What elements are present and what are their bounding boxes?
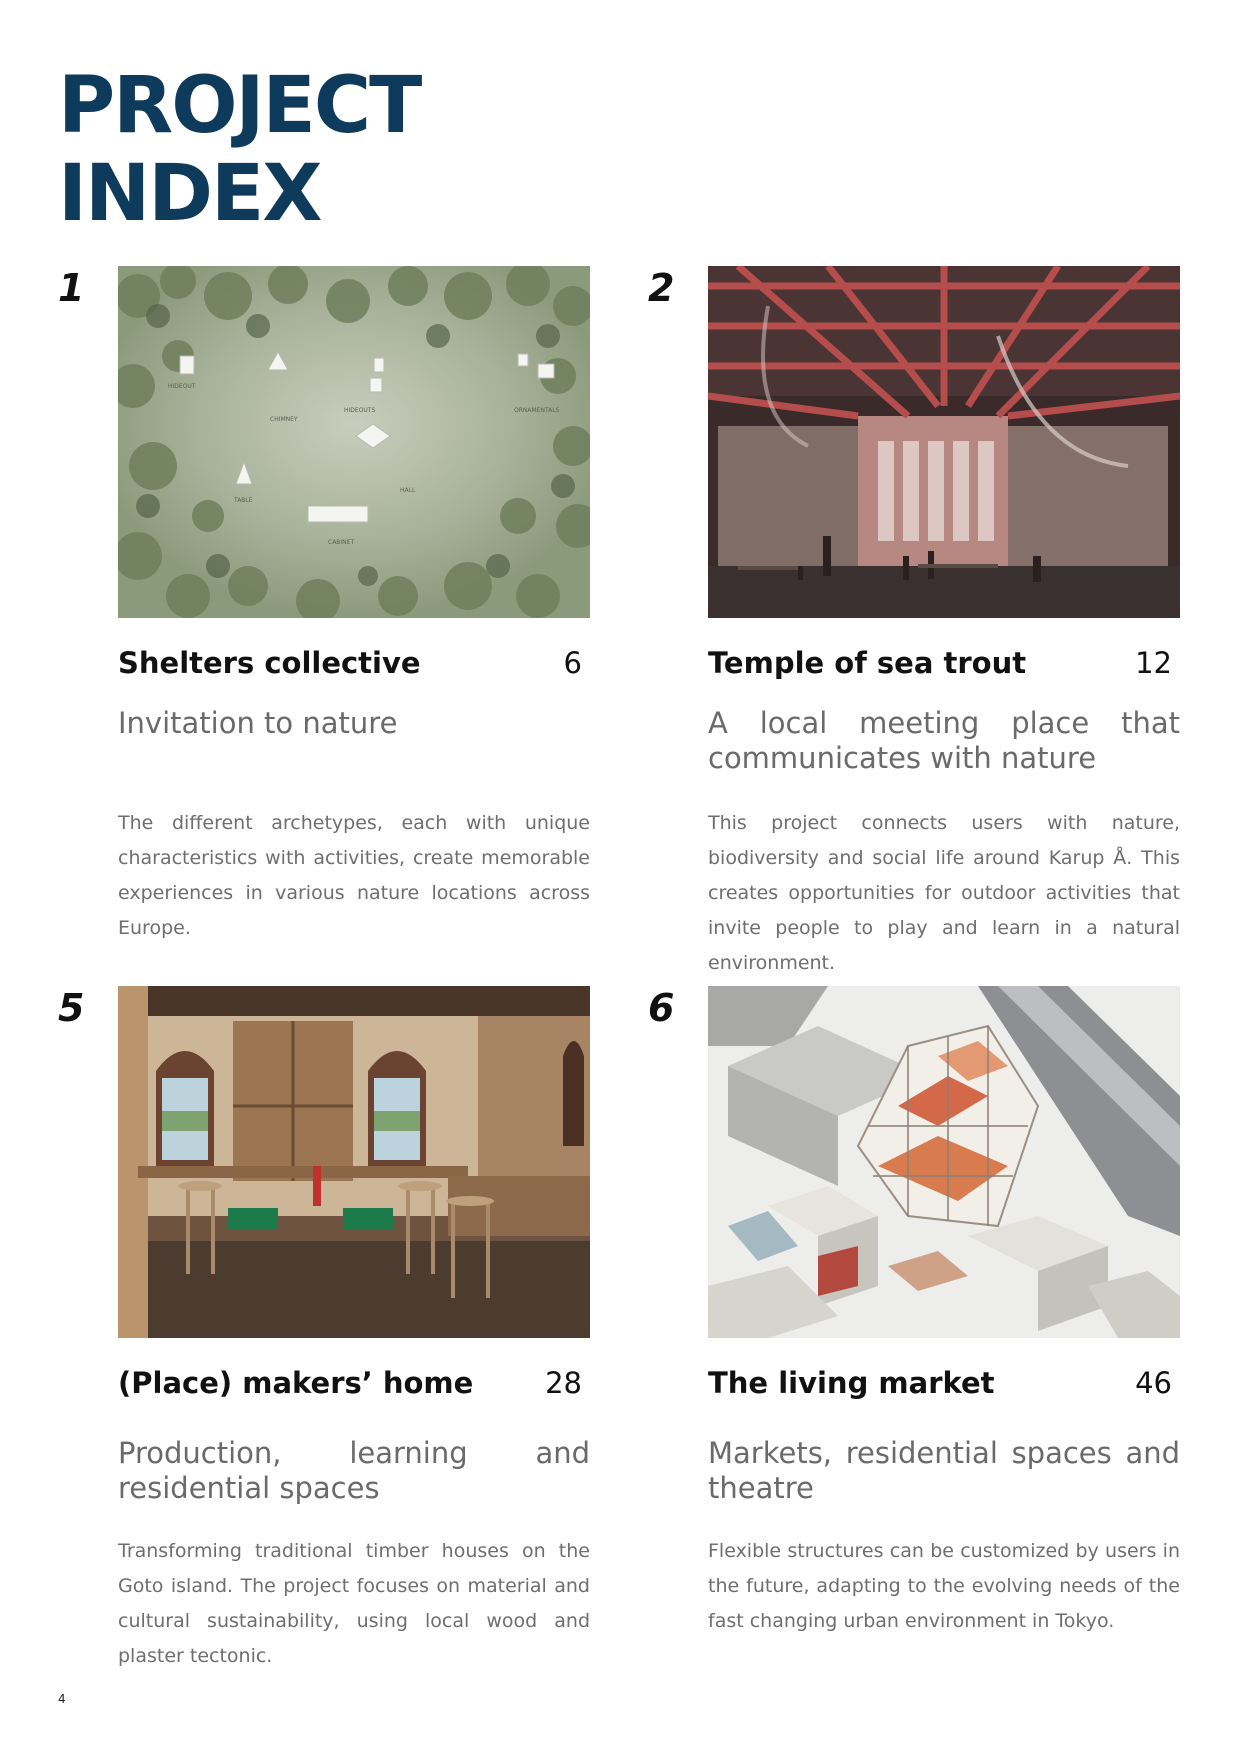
project-page-number: 28 <box>545 1366 582 1400</box>
project-card-1[interactable] <box>58 266 708 939</box>
image-label-hideouts: HIDEOUTS <box>344 407 376 414</box>
project-title: (Place) makers’ home <box>118 1366 474 1400</box>
image-label-chimney: CHIMNEY <box>270 416 298 423</box>
project-image-forest-aerial[interactable] <box>118 266 590 618</box>
project-number: 2 <box>648 266 675 310</box>
project-subtitle: Invitation to nature <box>118 706 398 740</box>
page-title-line1: PROJECT <box>58 61 421 151</box>
project-card-6[interactable] <box>648 986 1236 1632</box>
project-image-market-axonometric[interactable] <box>708 986 1180 1338</box>
image-label-hall: HALL <box>400 487 416 494</box>
project-image-temple-interior[interactable] <box>708 266 1180 618</box>
page-title <box>58 62 420 238</box>
project-description: The different archetypes, each with unique characteristics with activities, create memorable experiences in various nature locations across Europe. <box>118 812 590 939</box>
page-number: 4 <box>58 1692 66 1706</box>
project-number: 5 <box>58 986 85 1030</box>
project-card-2[interactable] <box>648 266 1236 974</box>
project-image-workshop-interior[interactable] <box>118 986 590 1338</box>
project-description: This project connects users with nature, biodiversity and social life around Karup Å. This creates opportunities for outdoor activities that invite people to play and learn in a natural environment. <box>708 812 1180 974</box>
project-header <box>708 1366 1180 1400</box>
image-label-table: TABLE <box>234 497 253 504</box>
project-number: 1 <box>58 266 85 310</box>
project-title: Temple of sea trout <box>708 646 1027 680</box>
project-page-number: 12 <box>1135 646 1172 680</box>
project-subtitle: Production, learning and residential spaces <box>118 1436 590 1505</box>
project-description: Flexible structures can be customized by users in the future, adapting to the evolving needs of the fast changing urban environment in Tokyo. <box>708 1540 1180 1632</box>
project-subtitle: A local meeting place that communicates with nature <box>708 706 1180 775</box>
project-page-number: 6 <box>563 646 582 680</box>
project-subtitle: Markets, residential spaces and theatre <box>708 1436 1180 1505</box>
project-header <box>118 1366 590 1400</box>
project-title: Shelters collective <box>118 646 421 680</box>
project-header <box>708 646 1180 680</box>
project-page-number: 46 <box>1135 1366 1172 1400</box>
image-label-hideout: HIDEOUT <box>168 383 196 390</box>
page-title-line2: INDEX <box>58 149 321 239</box>
project-title: The living market <box>708 1366 995 1400</box>
project-number: 6 <box>648 986 675 1030</box>
project-card-5[interactable] <box>58 986 708 1667</box>
image-label-ornamentals: ORNAMENTALS <box>514 407 560 414</box>
image-label-cabinet: CABINET <box>328 539 355 546</box>
project-header <box>118 646 590 680</box>
project-description: Transforming traditional timber houses on the Goto island. The project focuses on material and cultural sustainability, using local wood and plaster tectonic. <box>118 1540 590 1667</box>
